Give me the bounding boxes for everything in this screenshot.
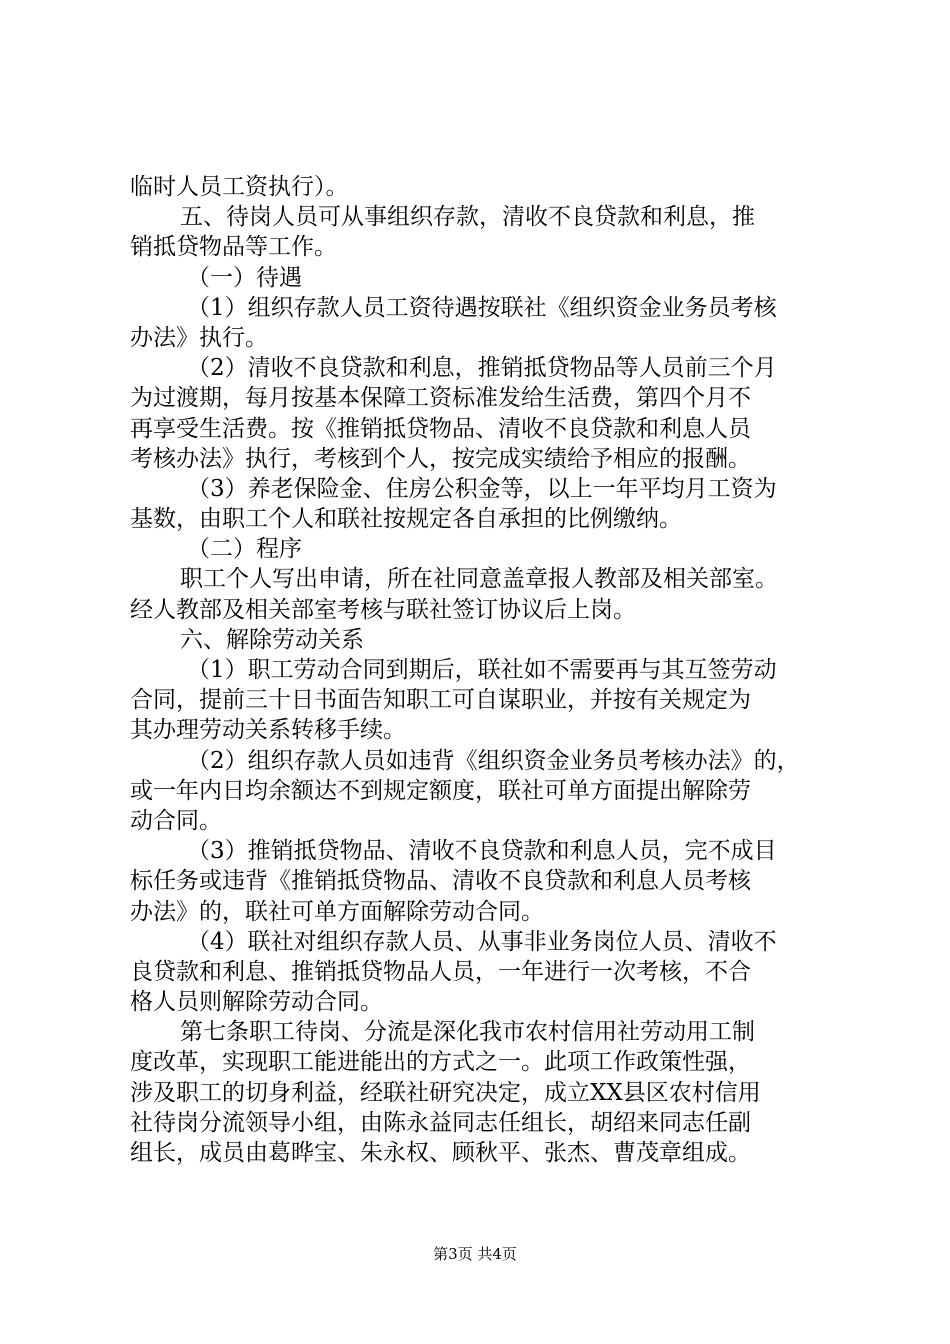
section-heading: 六、解除劳动关系 (180, 626, 364, 653)
text-line: 为过渡期，每月按基本保障工资标准发给生活费，第四个月不 (130, 385, 751, 412)
page-footer (0, 1244, 950, 1264)
text-line: 第七条职工待岗、分流是深化我市农村信用社劳动用工制 (180, 1019, 755, 1046)
text-line: 经人教部及相关部室考核与联社签订协议后上岗。 (130, 596, 636, 623)
text-line: 社待岗分流领导小组，由陈永益同志任组长，胡绍来同志任副 (130, 1109, 751, 1136)
text-line: （3）推销抵贷物品、清收不良贷款和利息人员，完不成目 (187, 838, 777, 865)
text-line: 合同，提前三十日书面告知职工可自谋职业，并按有关规定为 (130, 687, 751, 714)
text-line: 或一年内日均余额达不到规定额度，联社可单方面提出解除劳 (130, 777, 751, 804)
text-line: 动合同。 (130, 807, 222, 834)
text-line: 良贷款和利息、推销抵贷物品人员，一年进行一次考核，不合 (130, 958, 751, 985)
text-line: 临时人员工资执行）。 (130, 174, 349, 200)
document-body (130, 172, 836, 1168)
text-line: 销抵贷物品等工作。 (130, 234, 337, 261)
text-line: 办法》执行。 (130, 324, 268, 351)
text-line: （2）清收不良贷款和利息，推销抵贷物品等人员前三个月 (187, 355, 777, 382)
text-line: 考核办法》执行，考核到个人，按完成实绩给予相应的报酬。 (130, 445, 751, 472)
text-line: 办法》的，联社可单方面解除劳动合同。 (130, 898, 544, 925)
text-line: 再享受生活费。按《推销抵贷物品、清收不良贷款和利息人员 (130, 415, 751, 442)
text-line: 基数，由职工个人和联社按规定各自承担的比例缴纳。 (130, 506, 682, 533)
text-line: 涉及职工的切身利益，经联社研究决定，成立XX县区农村信用 (130, 1079, 761, 1106)
text-line: （4）联社对组织存款人员、从事非业务岗位人员、清收不 (187, 928, 777, 955)
text-line: （3）养老保险金、住房公积金等，以上一年平均月工资为 (187, 475, 777, 502)
page-number: 第3页 共4页 (433, 1245, 517, 1263)
text-line: （2）组织存款人员如违背《组织资金业务员考核办法》的， (187, 747, 800, 774)
text-line: 度改革，实现职工能进能出的方式之一。此项工作政策性强， (130, 1049, 751, 1076)
text-line: 职工个人写出申请，所在社同意盖章报人教部及相关部室。 (180, 566, 778, 593)
text-line: 标任务或违背《推销抵贷物品、清收不良贷款和利息人员考核 (130, 868, 751, 895)
section-heading: 五、待岗人员可从事组织存款，清收不良贷款和利息，推 (180, 204, 755, 231)
subsection-heading: （一）待遇 (187, 264, 302, 291)
text-line: （1）职工劳动合同到期后，联社如不需要再与其互签劳动 (187, 657, 777, 683)
subsection-heading: （二）程序 (187, 536, 302, 563)
text-line: 组长，成员由葛晔宝、朱永权、顾秋平、张杰、曹茂章组成。 (130, 1140, 751, 1166)
text-line: 其办理劳动关系转移手续。 (130, 717, 406, 744)
text-line: （1）组织存款人员工资待遇按联社《组织资金业务员考核 (187, 294, 777, 321)
text-line: 格人员则解除劳动合同。 (130, 989, 383, 1016)
